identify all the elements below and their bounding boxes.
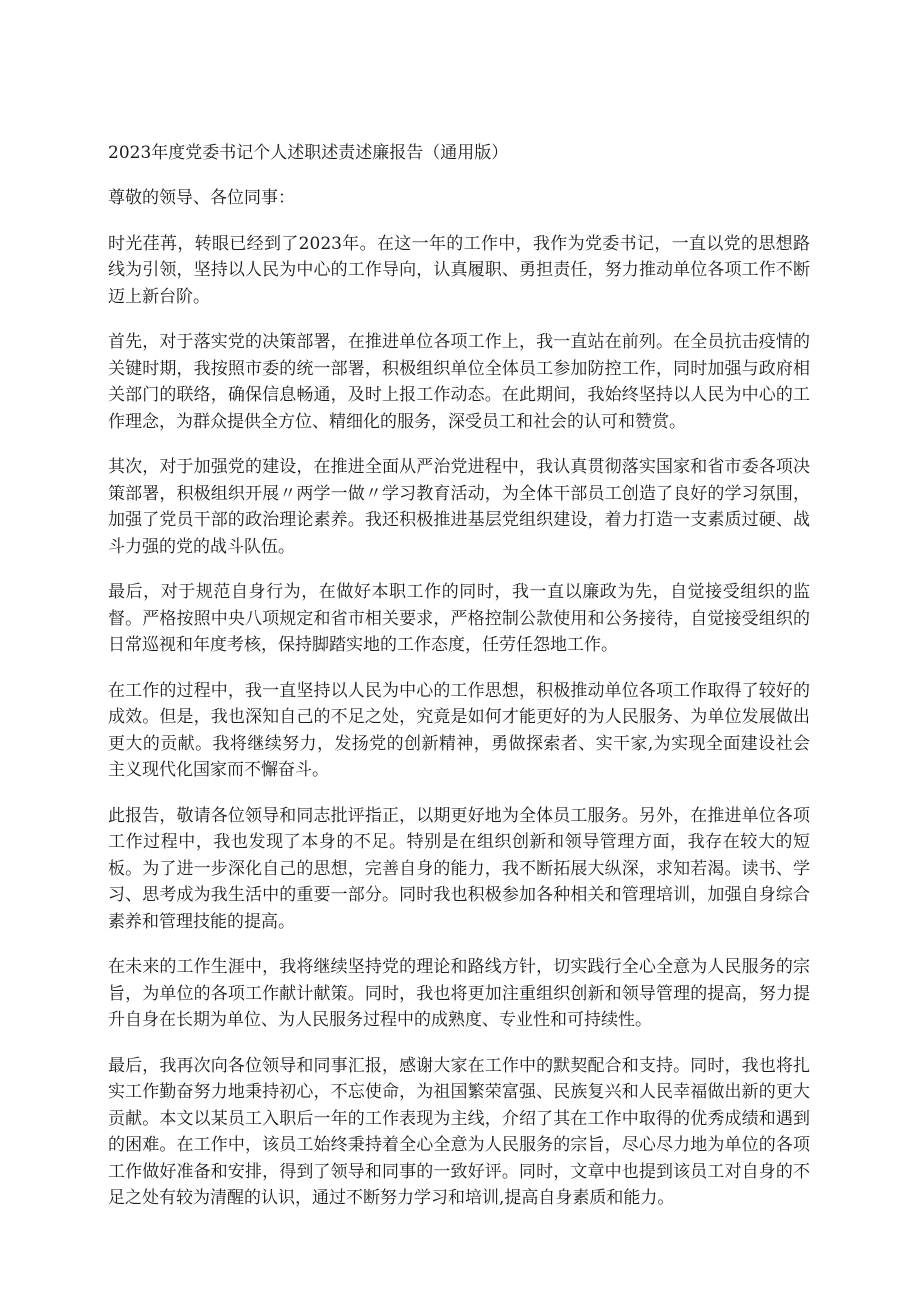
- paragraph-7: 在未来的工作生涯中，我将继续坚持党的理论和路线方针，切实践行全心全意为人民服务的宗旨，为单位的各项工作献计献策。同时，我也将更加注重组织创新和领导管理的提高，努力提升自身在长期为单位、为人民服务过程中的成熟度、专业性和可持续性。: [108, 957, 810, 1030]
- paragraph-4: 最后，对于规范自身行为，在做好本职工作的同时，我一直以廉政为先，自觉接受组织的监督。严格按照中央八项规定和省市相关要求，严格控制公款使用和公务接待，自觉接受组织的日常巡视和年度考核，保持脚踏实地的工作态度，任劳任怨地工作。: [108, 582, 810, 655]
- document-body: [108, 140, 810, 1231]
- greeting: 尊敬的领导、各位同事：: [108, 188, 295, 208]
- paragraph-6: 此报告，敬请各位领导和同志批评指正，以期更好地为全体员工服务。另外，在推进单位各项工作过程中，我也发现了本身的不足。特别是在组织创新和领导管理方面，我存在较大的短板。为了进一步深化自己的思想，完善自身的能力，我不断拓展大纵深，求知若渴。读书、学习、思考成为我生活中的重要一部分。同时我也积极参加各种相关和管理培训，加强自身综合素养和管理技能的提高。: [108, 805, 810, 932]
- paragraph-2: 首先，对于落实党的决策部署，在推进单位各项工作上，我一直站在前列。在全员抗击疫情的关键时期，我按照市委的统一部署，积极组织单位全体员工参加防控工作，同时加强与政府相关部门的联络，确保信息畅通，及时上报工作动态。在此期间，我始终坚持以人民为中心的工作理念，为群众提供全方位、精细化的服务，深受员工和社会的认可和赞赏。: [108, 332, 810, 432]
- paragraph-3: 其次，对于加强党的建设，在推进全面从严治党进程中，我认真贯彻落实国家和省市委各项决策部署，积极组织开展〃两学一做〃学习教育活动，为全体干部员工创造了良好的学习氛围，加强了党员干部的政治理论素养。我还积极推进基层党组织建设，着力打造一支素质过硬、战斗力强的党的战斗队伍。: [108, 457, 810, 557]
- paragraph-5: 在工作的过程中，我一直坚持以人民为中心的工作思想，积极推动单位各项工作取得了较好的成效。但是，我也深知自己的不足之处，究竟是如何才能更好的为人民服务、为单位发展做出更大的贡献。我将继续努力，发扬党的创新精神，勇做探索者、实干家,为实现全面建设社会主义现代化国家而不懈奋斗。: [108, 680, 810, 780]
- paragraph-1: 时光荏苒，转眼已经到了2023年。在这一年的工作中，我作为党委书记，一直以党的思想路线为引领，坚持以人民为中心的工作导向，认真履职、勇担责任，努力推动单位各项工作不断迈上新台阶。: [108, 233, 810, 307]
- document-title: 2023年度党委书记个人述职述责述廉报告（通用版）: [108, 143, 509, 163]
- paragraph-8: 最后，我再次向各位领导和同事汇报，感谢大家在工作中的默契配合和支持。同时，我也将扎实工作勤奋努力地秉持初心，不忘使命，为祖国繁荣富强、民族复兴和人民幸福做出新的更大贡献。本文以某员工入职后一年的工作表现为主线，介绍了其在工作中取得的优秀成绩和遇到的困难。在工作中，该员工始终秉持着全心全意为人民服务的宗旨，尽心尽力地为单位的各项工作做好准备和安排，得到了领导和同事的一致好评。同时，文章中也提到该员工对自身的不足之处有较为清醒的认识，通过不断努力学习和培训,提高自身素质和能力。: [108, 1055, 810, 1208]
